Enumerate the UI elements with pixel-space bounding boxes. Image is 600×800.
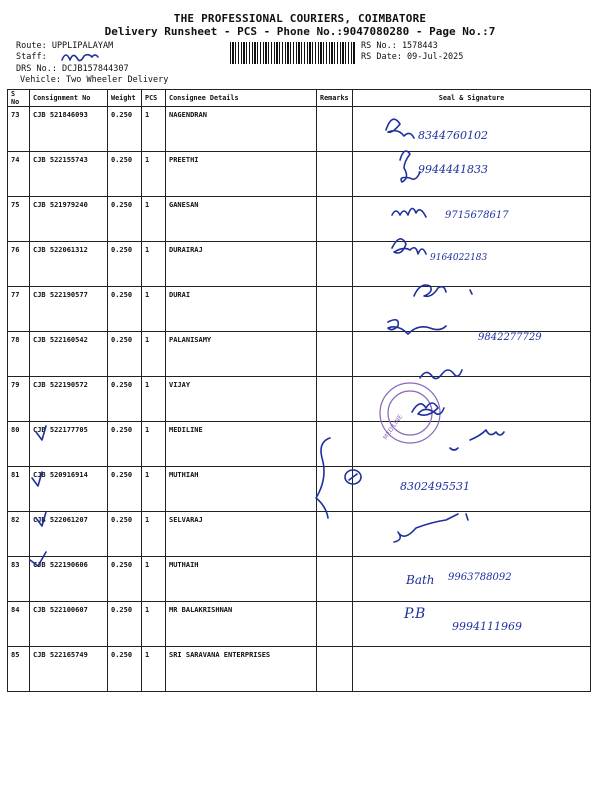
row-consignment-no: CJB 522160542 [30,332,108,377]
row-signature-cell [353,332,591,377]
row-consignee: MUTHAIH [166,557,317,602]
rs-date: RS Date: 09-Jul-2025 [361,52,464,62]
signature-phone-73: 8344760102 [418,129,488,142]
signature-phone-85: 9994111969 [452,620,522,633]
table-row [8,377,591,422]
row-sno: 82 [8,512,30,557]
col-header-sno: S No [8,90,30,107]
row-remarks [317,107,353,152]
signature-phone-84: 9963788092 [448,572,512,583]
row-weight: 0.250 [108,377,142,422]
vehicle-label: Vehicle: Two Wheeler Delivery [20,75,169,85]
table-row [8,287,591,332]
row-pcs: 1 [142,422,166,467]
signature-name-84: Bath [406,573,435,587]
signature-phone-76: 9164022183 [430,253,488,263]
row-consignee: DURAI [166,287,317,332]
col-header-signature: Seal & Signature [353,90,591,107]
row-sno: 83 [8,557,30,602]
row-remarks [317,557,353,602]
row-sno: 79 [8,377,30,422]
row-remarks [317,152,353,197]
row-signature-cell [353,242,591,287]
row-signature-cell [353,152,591,197]
row-consignee: SRI SARAVANA ENTERPRISES [166,647,317,692]
table-row [8,197,591,242]
table-row [8,557,591,602]
company-title: THE PROFESSIONAL COURIERS, COIMBATORE [173,12,427,25]
row-pcs: 1 [142,197,166,242]
row-weight: 0.250 [108,557,142,602]
row-pcs: 1 [142,602,166,647]
row-remarks [317,467,353,512]
row-consignment-no: CJB 522190572 [30,377,108,422]
row-pcs: 1 [142,287,166,332]
row-remarks [317,602,353,647]
row-sno: 81 [8,467,30,512]
row-weight: 0.250 [108,197,142,242]
row-weight: 0.250 [108,467,142,512]
signature-phone-82: 8302495531 [400,480,470,493]
row-weight: 0.250 [108,242,142,287]
table-row [8,332,591,377]
row-sno: 77 [8,287,30,332]
row-signature-cell [353,647,591,692]
row-remarks [317,647,353,692]
row-signature-cell [353,287,591,332]
row-pcs: 1 [142,512,166,557]
row-signature-cell [353,422,591,467]
col-header-consignment: Consignment No [30,90,108,107]
runsheet-table [7,89,591,692]
table-row [8,467,591,512]
table-header-row [8,90,591,107]
drs-number: DRS No.: DCJB157844307 [16,64,129,74]
row-signature-cell [353,197,591,242]
table-row [8,107,591,152]
row-remarks [317,377,353,422]
signature-phone-78: 9842277729 [478,332,542,343]
row-weight: 0.250 [108,287,142,332]
svg-text:MEDILINE: MEDILINE [381,413,405,442]
row-consignment-no: CJB 520916914 [30,467,108,512]
table-row [8,242,591,287]
staff-label: Staff: [16,52,47,62]
row-consignment-no: CJB 522190577 [30,287,108,332]
row-sno: 73 [8,107,30,152]
table-row [8,422,591,467]
row-consignment-no: CJB 522165749 [30,647,108,692]
row-remarks [317,242,353,287]
row-consignment-no: CJB 522100607 [30,602,108,647]
row-remarks [317,287,353,332]
row-pcs: 1 [142,332,166,377]
col-header-remarks: Remarks [317,90,353,107]
table-row [8,152,591,197]
row-sno: 76 [8,242,30,287]
row-remarks [317,332,353,377]
signature-name-85: P.B [404,606,426,622]
barcode [230,42,355,64]
row-consignee: NAGENDRAN [166,107,317,152]
row-consignment-no: CJB 521846093 [30,107,108,152]
row-sno: 78 [8,332,30,377]
rs-number: RS No.: 1578443 [361,41,438,51]
row-sno: 85 [8,647,30,692]
col-header-weight: Weight [108,90,142,107]
runsheet-subtitle: Delivery Runsheet - PCS - Phone No.:9047080280 - Page No.:7 [104,25,496,38]
row-consignment-no: CJB 522155743 [30,152,108,197]
signature-phone-75: 9715678617 [445,210,509,221]
row-consignee: GANESAN [166,197,317,242]
row-weight: 0.250 [108,422,142,467]
row-pcs: 1 [142,107,166,152]
row-consignee: MR BALAKRISHNAN [166,602,317,647]
row-weight: 0.250 [108,647,142,692]
row-signature-cell [353,377,591,422]
row-consignee: MUTHIAH [166,467,317,512]
row-signature-cell [353,602,591,647]
row-consignee: PALANISAMY [166,332,317,377]
row-remarks [317,422,353,467]
row-consignee: PREETHI [166,152,317,197]
row-consignee: DURAIRAJ [166,242,317,287]
row-weight: 0.250 [108,107,142,152]
row-pcs: 1 [142,152,166,197]
row-signature-cell [353,557,591,602]
row-pcs: 1 [142,377,166,422]
row-pcs: 1 [142,647,166,692]
row-consignee: SELVARAJ [166,512,317,557]
signature-phone-74: 9944441833 [418,163,488,176]
col-header-pcs: PCS [142,90,166,107]
row-consignment-no: CJB 522190606 [30,557,108,602]
row-pcs: 1 [142,557,166,602]
row-consignee: VIJAY [166,377,317,422]
row-pcs: 1 [142,242,166,287]
route-label: Route: UPPLIPALAYAM [16,41,114,51]
row-weight: 0.250 [108,602,142,647]
row-sno: 74 [8,152,30,197]
row-weight: 0.250 [108,152,142,197]
row-remarks [317,197,353,242]
row-consignee: MEDILINE [166,422,317,467]
row-consignment-no: CJB 522177705 [30,422,108,467]
row-sno: 75 [8,197,30,242]
row-sno: 80 [8,422,30,467]
staff-signature [62,55,98,61]
col-header-consignee: Consignee Details [166,90,317,107]
table-row [8,602,591,647]
row-weight: 0.250 [108,332,142,377]
row-signature-cell [353,512,591,557]
row-remarks [317,512,353,557]
row-signature-cell [353,467,591,512]
row-consignment-no: CJB 522061312 [30,242,108,287]
row-signature-cell [353,107,591,152]
row-consignment-no: CJB 522061207 [30,512,108,557]
row-weight: 0.250 [108,512,142,557]
table-row [8,647,591,692]
table-row [8,512,591,557]
row-consignment-no: CJB 521979240 [30,197,108,242]
row-pcs: 1 [142,467,166,512]
row-sno: 84 [8,602,30,647]
